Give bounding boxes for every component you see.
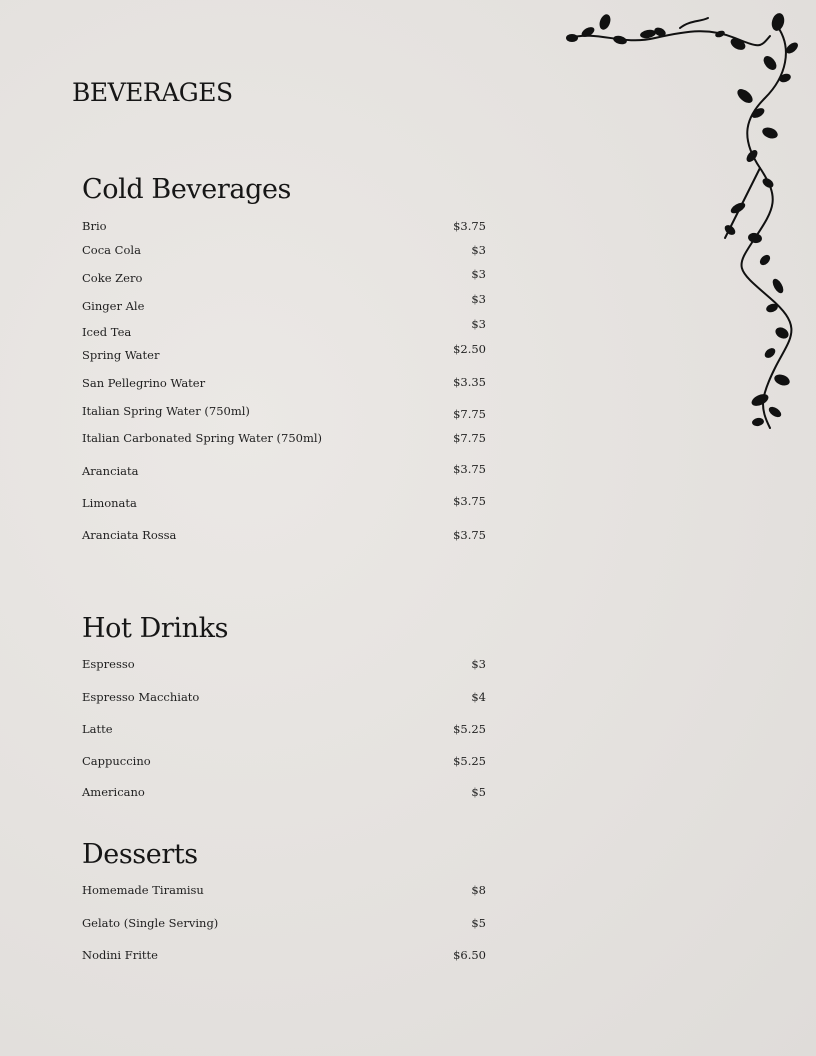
item-price: $6.50 (453, 948, 486, 962)
item-name: Latte (82, 722, 113, 736)
item-name: Ginger Ale (82, 299, 145, 313)
menu-item (82, 496, 486, 514)
page-title: BEVERAGES (72, 78, 233, 107)
menu-item (82, 317, 486, 343)
item-price: $3 (471, 657, 486, 671)
item-price: $3.35 (453, 375, 486, 389)
section-heading-hot-drinks: Hot Drinks (82, 613, 229, 644)
item-name: Aranciata Rossa (82, 528, 177, 542)
item-price: $3.75 (453, 494, 486, 508)
item-price: $3 (471, 267, 486, 281)
menu-item (82, 785, 486, 803)
item-name: Homemade Tiramisu (82, 883, 204, 897)
menu-item (82, 267, 486, 289)
menu-item (82, 754, 486, 772)
item-name: Italian Carbonated Spring Water (750ml) (82, 431, 323, 445)
item-price: $3 (471, 243, 486, 257)
item-name: Brio (82, 219, 107, 233)
menu-item (82, 916, 486, 934)
item-price: $7.75 (453, 407, 486, 421)
menu-item (82, 722, 486, 740)
item-price: $4 (471, 690, 486, 704)
item-name: Limonata (82, 496, 137, 510)
item-name: San Pellegrino Water (82, 376, 206, 390)
section-heading-cold-beverages: Cold Beverages (82, 174, 291, 205)
item-price: $7.75 (453, 431, 486, 445)
item-price: $8 (471, 883, 486, 897)
item-name: Espresso Macchiato (82, 690, 200, 704)
menu-item (82, 219, 486, 237)
item-price: $3.75 (453, 462, 486, 476)
section-heading-desserts: Desserts (82, 839, 198, 870)
item-name: Italian Spring Water (750ml) (82, 404, 250, 418)
item-price: $3 (471, 292, 486, 306)
item-name: Cappuccino (82, 754, 151, 768)
floral-vine-corner-icon (560, 8, 810, 438)
menu-item (82, 948, 486, 966)
menu-item (82, 431, 486, 449)
item-price: $2.50 (453, 342, 486, 356)
item-name: Iced Tea (82, 325, 132, 339)
menu-item (82, 883, 486, 901)
item-name: Americano (82, 785, 145, 799)
item-price: $5 (471, 916, 486, 930)
menu-item (82, 243, 486, 261)
menu-item (82, 292, 486, 317)
menu-item (82, 376, 486, 394)
item-price: $5.25 (453, 754, 486, 768)
item-price: $3.75 (453, 219, 486, 233)
menu-item (82, 528, 486, 546)
item-price: $5.25 (453, 722, 486, 736)
item-name: Coca Cola (82, 243, 141, 257)
menu-item (82, 690, 486, 708)
item-price: $3 (471, 317, 486, 331)
item-price: $5 (471, 785, 486, 799)
item-name: Espresso (82, 657, 135, 671)
item-price: $3.75 (453, 528, 486, 542)
item-name: Gelato (Single Serving) (82, 916, 219, 930)
item-name: Nodini Fritte (82, 948, 158, 962)
menu-item (82, 404, 486, 422)
item-name: Aranciata (82, 464, 139, 478)
item-name: Spring Water (82, 348, 160, 362)
menu-item (82, 657, 486, 675)
item-name: Coke Zero (82, 271, 143, 285)
menu-item (82, 464, 486, 482)
menu-item (82, 342, 486, 366)
